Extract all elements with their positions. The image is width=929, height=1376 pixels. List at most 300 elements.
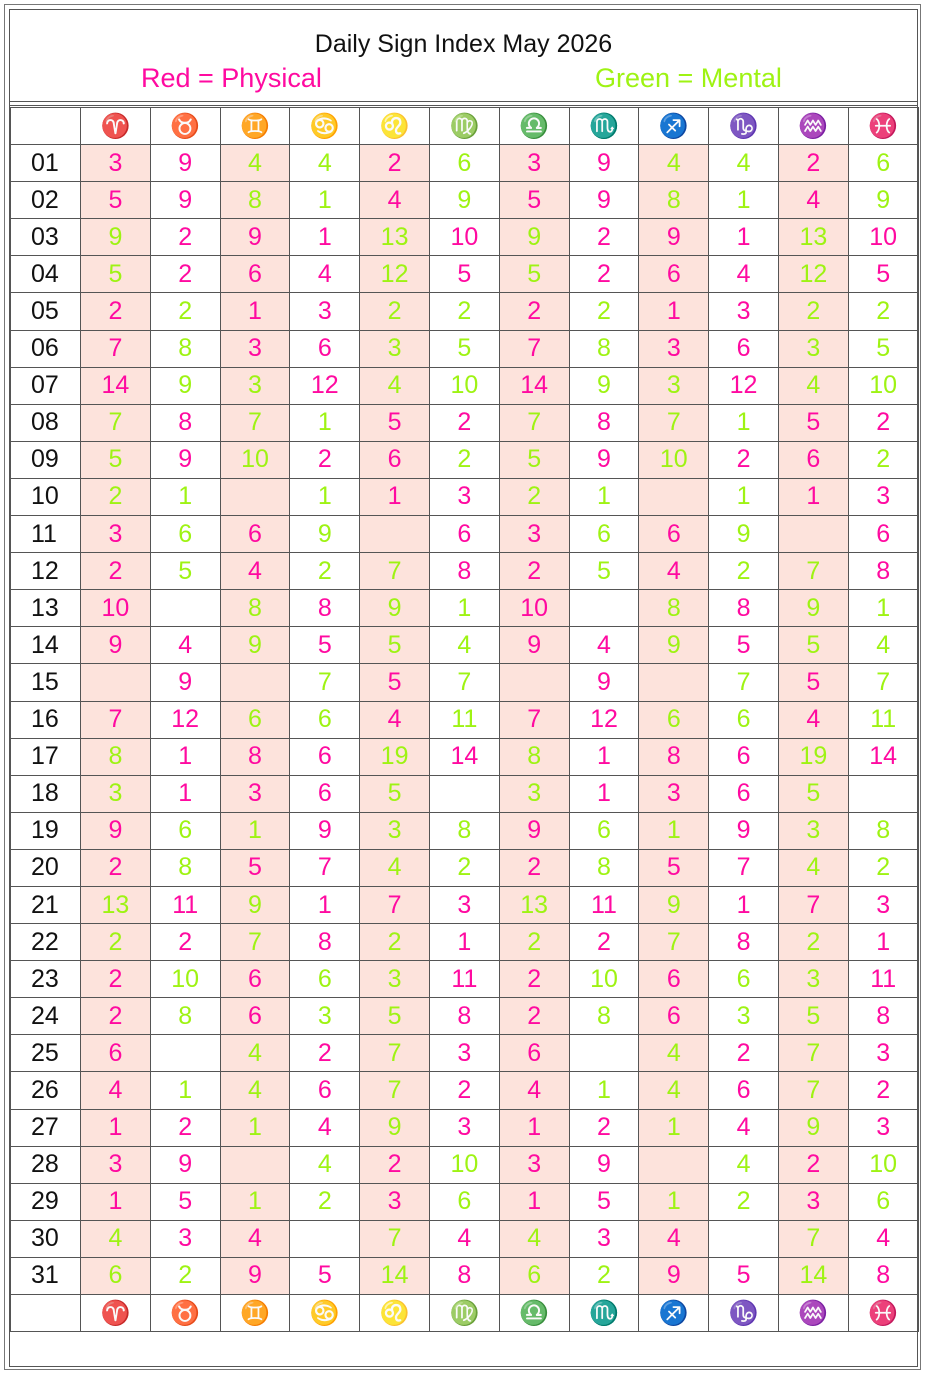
index-cell: 9 — [639, 627, 709, 664]
index-cell: 3 — [848, 1035, 918, 1072]
day-label: 04 — [11, 256, 81, 293]
day-label: 05 — [11, 293, 81, 330]
index-cell: 6 — [639, 998, 709, 1035]
index-cell: 3 — [778, 1183, 848, 1220]
index-cell: 1 — [709, 886, 779, 923]
index-cell: 3 — [639, 330, 709, 367]
index-cell: 10 — [569, 961, 639, 998]
day-label: 01 — [11, 145, 81, 182]
index-cell: 6 — [639, 256, 709, 293]
index-cell: 10 — [150, 961, 220, 998]
day-label: 03 — [11, 219, 81, 256]
index-cell: 5 — [499, 182, 569, 219]
index-cell: 11 — [848, 701, 918, 738]
index-cell: 2 — [429, 441, 499, 478]
day-row — [11, 998, 919, 1035]
index-cell: 9 — [639, 1257, 709, 1294]
index-cell: 2 — [778, 293, 848, 330]
index-cell: 9 — [360, 1109, 430, 1146]
index-cell: 1 — [709, 182, 779, 219]
index-cell: 14 — [360, 1257, 430, 1294]
sign-header-cell: ♊ — [220, 1295, 290, 1332]
index-cell: 2 — [81, 961, 151, 998]
index-cell: 9 — [81, 627, 151, 664]
index-cell: 7 — [778, 1035, 848, 1072]
index-cell: 1 — [848, 924, 918, 961]
index-cell: 2 — [778, 924, 848, 961]
index-cell: 5 — [220, 849, 290, 886]
index-cell — [81, 664, 151, 701]
index-cell: 3 — [848, 886, 918, 923]
index-cell: 1 — [778, 478, 848, 515]
index-cell: 2 — [150, 256, 220, 293]
index-cell: 3 — [639, 367, 709, 404]
index-cell: 19 — [360, 738, 430, 775]
index-cell: 9 — [220, 627, 290, 664]
index-cell: 2 — [569, 1257, 639, 1294]
index-cell: 1 — [290, 182, 360, 219]
day-label: 24 — [11, 998, 81, 1035]
index-cell: 9 — [150, 1146, 220, 1183]
index-cell: 2 — [569, 219, 639, 256]
index-cell: 4 — [778, 367, 848, 404]
index-cell: 11 — [150, 886, 220, 923]
index-cell: 2 — [709, 1035, 779, 1072]
index-cell: 9 — [150, 664, 220, 701]
index-cell: 9 — [499, 219, 569, 256]
sign-header-cell: ♎ — [499, 1295, 569, 1332]
index-cell: 7 — [499, 330, 569, 367]
index-cell: 8 — [290, 590, 360, 627]
day-label: 23 — [11, 961, 81, 998]
index-cell: 9 — [499, 627, 569, 664]
index-cell: 9 — [709, 812, 779, 849]
index-cell: 12 — [360, 256, 430, 293]
index-cell: 1 — [569, 478, 639, 515]
index-cell: 9 — [150, 182, 220, 219]
index-cell: 2 — [499, 998, 569, 1035]
day-label: 16 — [11, 701, 81, 738]
index-cell: 3 — [81, 516, 151, 553]
index-cell: 2 — [290, 441, 360, 478]
index-cell: 7 — [639, 924, 709, 961]
index-cell: 5 — [499, 441, 569, 478]
sign-footer-row — [11, 1295, 919, 1332]
index-cell: 7 — [81, 404, 151, 441]
index-cell: 1 — [150, 738, 220, 775]
index-cell — [499, 664, 569, 701]
index-cell: 3 — [778, 330, 848, 367]
index-cell: 1 — [220, 812, 290, 849]
index-cell: 3 — [150, 1220, 220, 1257]
index-cell: 8 — [639, 738, 709, 775]
index-cell: 4 — [709, 256, 779, 293]
index-cell: 3 — [81, 775, 151, 812]
index-cell: 1 — [569, 775, 639, 812]
index-cell: 2 — [778, 1146, 848, 1183]
day-label: 12 — [11, 553, 81, 590]
index-cell: 13 — [778, 219, 848, 256]
day-row — [11, 219, 919, 256]
index-cell: 6 — [220, 516, 290, 553]
index-cell: 4 — [360, 849, 430, 886]
index-cell: 7 — [848, 664, 918, 701]
index-cell: 2 — [81, 998, 151, 1035]
index-cell: 3 — [360, 1183, 430, 1220]
index-cell: 6 — [569, 516, 639, 553]
index-cell: 2 — [778, 145, 848, 182]
index-cell: 2 — [360, 924, 430, 961]
index-cell: 9 — [639, 219, 709, 256]
index-cell: 2 — [569, 293, 639, 330]
index-cell: 7 — [360, 1220, 430, 1257]
index-cell: 2 — [429, 849, 499, 886]
index-cell: 8 — [848, 1257, 918, 1294]
index-cell: 1 — [639, 1183, 709, 1220]
index-cell: 4 — [569, 627, 639, 664]
index-cell: 7 — [220, 924, 290, 961]
index-cell: 4 — [429, 1220, 499, 1257]
index-cell: 2 — [81, 553, 151, 590]
index-cell: 4 — [778, 849, 848, 886]
day-label: 20 — [11, 849, 81, 886]
index-cell: 8 — [150, 330, 220, 367]
index-cell: 3 — [499, 775, 569, 812]
index-cell: 10 — [639, 441, 709, 478]
index-cell: 14 — [848, 738, 918, 775]
index-cell: 5 — [709, 1257, 779, 1294]
index-cell: 8 — [220, 738, 290, 775]
index-cell: 6 — [569, 812, 639, 849]
index-cell: 2 — [290, 553, 360, 590]
index-cell: 6 — [709, 961, 779, 998]
index-cell: 5 — [778, 404, 848, 441]
index-cell: 8 — [290, 924, 360, 961]
index-cell: 7 — [290, 664, 360, 701]
index-cell: 9 — [360, 590, 430, 627]
index-cell: 1 — [290, 404, 360, 441]
index-cell: 3 — [429, 1109, 499, 1146]
index-cell: 4 — [429, 627, 499, 664]
index-cell: 3 — [220, 330, 290, 367]
index-cell: 7 — [360, 1072, 430, 1109]
index-cell: 5 — [290, 627, 360, 664]
index-cell: 2 — [709, 1183, 779, 1220]
day-label: 29 — [11, 1183, 81, 1220]
index-cell: 2 — [81, 293, 151, 330]
index-cell: 5 — [778, 998, 848, 1035]
index-cell: 7 — [709, 849, 779, 886]
index-cell: 2 — [150, 293, 220, 330]
index-cell: 5 — [81, 182, 151, 219]
day-row — [11, 404, 919, 441]
index-cell: 8 — [150, 404, 220, 441]
index-cell: 8 — [499, 738, 569, 775]
index-cell: 4 — [290, 145, 360, 182]
divider — [10, 105, 917, 106]
index-cell: 4 — [499, 1220, 569, 1257]
legend-physical: Red = Physical — [141, 63, 322, 93]
index-cell: 10 — [429, 1146, 499, 1183]
index-cell: 1 — [709, 478, 779, 515]
index-cell: 7 — [499, 404, 569, 441]
index-cell: 6 — [150, 516, 220, 553]
day-row — [11, 441, 919, 478]
index-cell: 3 — [499, 1146, 569, 1183]
index-cell: 1 — [220, 1109, 290, 1146]
index-cell: 5 — [360, 998, 430, 1035]
index-cell: 12 — [290, 367, 360, 404]
index-cell — [639, 1146, 709, 1183]
index-cell: 5 — [360, 664, 430, 701]
index-cell: 3 — [709, 998, 779, 1035]
index-cell: 4 — [220, 1220, 290, 1257]
index-cell: 4 — [360, 701, 430, 738]
index-cell — [569, 1035, 639, 1072]
day-label: 21 — [11, 886, 81, 923]
index-cell: 2 — [499, 478, 569, 515]
index-cell: 4 — [778, 182, 848, 219]
day-row — [11, 961, 919, 998]
index-cell — [220, 664, 290, 701]
day-row — [11, 1035, 919, 1072]
index-cell: 4 — [709, 1109, 779, 1146]
index-cell: 7 — [778, 886, 848, 923]
index-cell: 1 — [220, 1183, 290, 1220]
index-cell: 5 — [81, 256, 151, 293]
index-cell: 1 — [569, 1072, 639, 1109]
day-label: 08 — [11, 404, 81, 441]
day-label: 18 — [11, 775, 81, 812]
index-cell: 9 — [81, 219, 151, 256]
index-cell: 5 — [778, 775, 848, 812]
index-cell: 1 — [290, 478, 360, 515]
index-cell: 1 — [429, 924, 499, 961]
index-cell: 5 — [360, 775, 430, 812]
index-cell: 7 — [778, 1072, 848, 1109]
index-cell: 3 — [848, 478, 918, 515]
index-cell: 10 — [220, 441, 290, 478]
day-row — [11, 590, 919, 627]
index-cell: 1 — [290, 886, 360, 923]
index-cell: 6 — [848, 516, 918, 553]
index-cell: 9 — [569, 1146, 639, 1183]
index-cell: 2 — [499, 961, 569, 998]
index-cell: 2 — [848, 849, 918, 886]
day-label: 27 — [11, 1109, 81, 1146]
day-label: 11 — [11, 516, 81, 553]
index-cell: 1 — [639, 812, 709, 849]
index-cell: 2 — [569, 1109, 639, 1146]
day-row — [11, 1146, 919, 1183]
index-cell: 8 — [220, 182, 290, 219]
index-cell: 7 — [429, 664, 499, 701]
day-label: 09 — [11, 441, 81, 478]
index-cell: 8 — [709, 924, 779, 961]
index-cell: 7 — [220, 404, 290, 441]
index-cell: 2 — [848, 404, 918, 441]
index-cell: 2 — [429, 1072, 499, 1109]
index-cell: 7 — [709, 664, 779, 701]
sign-header-cell: ♌ — [360, 108, 430, 145]
day-row — [11, 145, 919, 182]
index-cell: 2 — [429, 293, 499, 330]
index-cell: 2 — [150, 924, 220, 961]
index-cell: 6 — [639, 961, 709, 998]
index-cell: 3 — [709, 293, 779, 330]
index-cell — [778, 516, 848, 553]
index-cell: 4 — [639, 1035, 709, 1072]
header — [10, 10, 917, 102]
sign-header-cell: ♍ — [429, 1295, 499, 1332]
index-cell: 4 — [81, 1072, 151, 1109]
index-cell: 8 — [569, 330, 639, 367]
index-cell: 11 — [429, 701, 499, 738]
index-cell: 9 — [709, 516, 779, 553]
index-cell: 3 — [569, 1220, 639, 1257]
index-cell: 2 — [150, 1109, 220, 1146]
day-label: 28 — [11, 1146, 81, 1183]
index-cell: 5 — [499, 256, 569, 293]
index-cell: 2 — [848, 293, 918, 330]
index-cell: 6 — [709, 1072, 779, 1109]
index-cell: 8 — [709, 590, 779, 627]
index-cell: 9 — [220, 1257, 290, 1294]
index-cell: 6 — [499, 1257, 569, 1294]
index-cell: 2 — [848, 441, 918, 478]
index-cell: 5 — [569, 1183, 639, 1220]
index-cell: 13 — [499, 886, 569, 923]
index-cell: 3 — [81, 145, 151, 182]
index-cell: 2 — [150, 1257, 220, 1294]
index-cell: 6 — [709, 701, 779, 738]
sign-header-cell: ♋ — [290, 1295, 360, 1332]
index-cell: 1 — [81, 1109, 151, 1146]
index-cell: 9 — [569, 367, 639, 404]
index-cell: 9 — [290, 516, 360, 553]
index-cell: 11 — [569, 886, 639, 923]
index-cell: 2 — [429, 404, 499, 441]
index-cell: 4 — [709, 1146, 779, 1183]
index-cell: 6 — [639, 701, 709, 738]
index-cell: 3 — [429, 1035, 499, 1072]
index-cell: 8 — [429, 812, 499, 849]
sign-header-cell: ♊ — [220, 108, 290, 145]
day-row — [11, 330, 919, 367]
sign-header-cell: ♐ — [639, 1295, 709, 1332]
sign-header-row — [11, 108, 919, 145]
sign-header-cell: ♓ — [848, 1295, 918, 1332]
index-cell: 9 — [569, 145, 639, 182]
index-cell: 9 — [290, 812, 360, 849]
index-cell: 10 — [429, 219, 499, 256]
index-cell: 2 — [709, 441, 779, 478]
index-cell — [150, 590, 220, 627]
index-cell: 6 — [220, 701, 290, 738]
index-cell: 4 — [639, 1072, 709, 1109]
index-cell: 7 — [778, 1220, 848, 1257]
index-cell: 2 — [360, 1146, 430, 1183]
index-cell: 7 — [778, 553, 848, 590]
day-label: 06 — [11, 330, 81, 367]
day-row — [11, 924, 919, 961]
index-cell: 2 — [360, 145, 430, 182]
day-row — [11, 812, 919, 849]
day-row — [11, 775, 919, 812]
index-cell: 2 — [499, 293, 569, 330]
index-cell: 9 — [499, 812, 569, 849]
index-cell: 12 — [569, 701, 639, 738]
index-cell: 10 — [848, 367, 918, 404]
index-cell: 6 — [848, 145, 918, 182]
index-cell: 2 — [290, 1035, 360, 1072]
day-row — [11, 701, 919, 738]
index-cell — [639, 478, 709, 515]
index-cell: 8 — [150, 998, 220, 1035]
index-cell: 7 — [360, 1035, 430, 1072]
index-cell: 3 — [360, 812, 430, 849]
index-cell: 6 — [709, 330, 779, 367]
sign-header-cell: ♉ — [150, 1295, 220, 1332]
index-cell: 4 — [639, 553, 709, 590]
day-row — [11, 1183, 919, 1220]
index-cell: 6 — [290, 961, 360, 998]
index-cell: 4 — [360, 367, 430, 404]
index-cell: 9 — [220, 219, 290, 256]
day-row — [11, 1072, 919, 1109]
index-cell: 12 — [778, 256, 848, 293]
index-cell: 5 — [569, 553, 639, 590]
index-cell: 8 — [81, 738, 151, 775]
index-cell: 1 — [499, 1183, 569, 1220]
index-cell: 5 — [848, 256, 918, 293]
index-cell: 2 — [150, 219, 220, 256]
index-cell: 8 — [569, 404, 639, 441]
index-cell: 5 — [360, 627, 430, 664]
index-cell: 6 — [499, 1035, 569, 1072]
day-label: 15 — [11, 664, 81, 701]
index-cell: 2 — [290, 1183, 360, 1220]
index-cell: 5 — [778, 627, 848, 664]
index-cell — [150, 1035, 220, 1072]
index-cell: 4 — [848, 1220, 918, 1257]
index-cell: 1 — [290, 219, 360, 256]
index-cell: 6 — [220, 961, 290, 998]
index-cell: 10 — [848, 1146, 918, 1183]
index-cell: 4 — [220, 145, 290, 182]
index-cell: 4 — [220, 1072, 290, 1109]
index-cell: 2 — [569, 256, 639, 293]
index-cell: 9 — [81, 812, 151, 849]
index-cell: 1 — [81, 1183, 151, 1220]
day-label: 07 — [11, 367, 81, 404]
index-cell: 1 — [709, 404, 779, 441]
day-label: 14 — [11, 627, 81, 664]
index-cell: 7 — [290, 849, 360, 886]
sign-index-panel — [9, 9, 918, 1367]
index-cell: 8 — [429, 998, 499, 1035]
day-label: 22 — [11, 924, 81, 961]
index-cell: 3 — [81, 1146, 151, 1183]
index-cell: 2 — [360, 293, 430, 330]
corner-cell — [11, 1295, 81, 1332]
index-cell: 6 — [848, 1183, 918, 1220]
index-cell: 6 — [290, 330, 360, 367]
index-cell: 7 — [360, 553, 430, 590]
index-cell: 4 — [848, 627, 918, 664]
index-cell: 6 — [360, 441, 430, 478]
day-row — [11, 886, 919, 923]
